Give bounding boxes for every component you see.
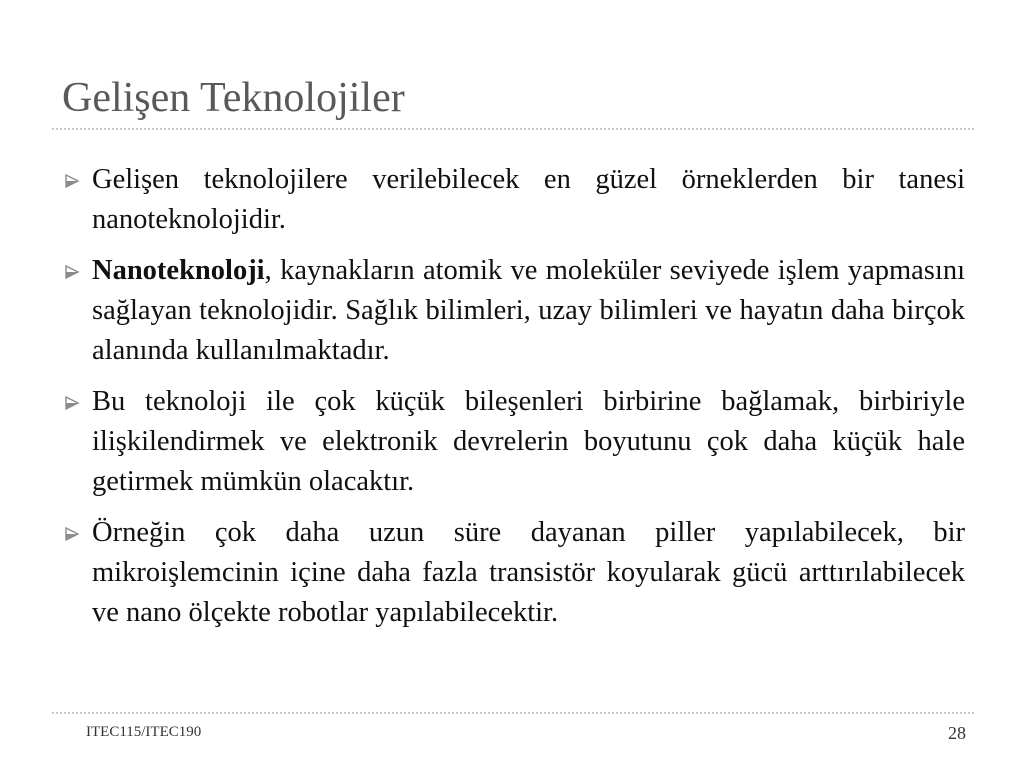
arrow-bullet-icon [64,526,80,542]
footer-divider [52,712,974,714]
bullet-item [60,251,965,371]
bullet-lead: Nanoteknoloji [92,255,265,286]
bullet-item [60,382,965,502]
bullet-item [60,513,965,633]
bullet-text: , kaynakların atomik ve moleküler seviyede işlem yapmasını sağlayan teknolojidir. Sağlık bilimleri, uzay bilimleri ve hayatın daha birçok alanında kullanılmaktadır. [92,255,965,366]
arrow-bullet-icon [64,173,80,189]
bullet-text: Gelişen teknolojilere verilebilecek en güzel örneklerden bir tanesi nanoteknolojidir. [92,164,965,235]
bullet-text: Örneğin çok daha uzun süre dayanan piller yapılabilecek, bir mikroişlemcinin içine daha fazla transistör koyularak gücü arttırılabilecek ve nano ölçekte robotlar yapılabilecektir. [92,517,965,628]
page-number: 28 [948,723,966,743]
arrow-bullet-icon [64,264,80,280]
bullet-text: Bu teknoloji ile çok küçük bileşenleri birbirine bağlamak, birbiriyle ilişkilendirmek ve elektronik devrelerin boyutunu çok daha küçük hale getirmek mümkün olacaktır. [92,386,965,497]
arrow-bullet-icon [64,395,80,411]
title-divider [52,128,974,130]
bullet-list [60,160,965,644]
bullet-item [60,160,965,240]
slide-title: Gelişen Teknolojiler [62,75,405,121]
footer-course-label: ITEC115/ITEC190 [86,724,202,740]
